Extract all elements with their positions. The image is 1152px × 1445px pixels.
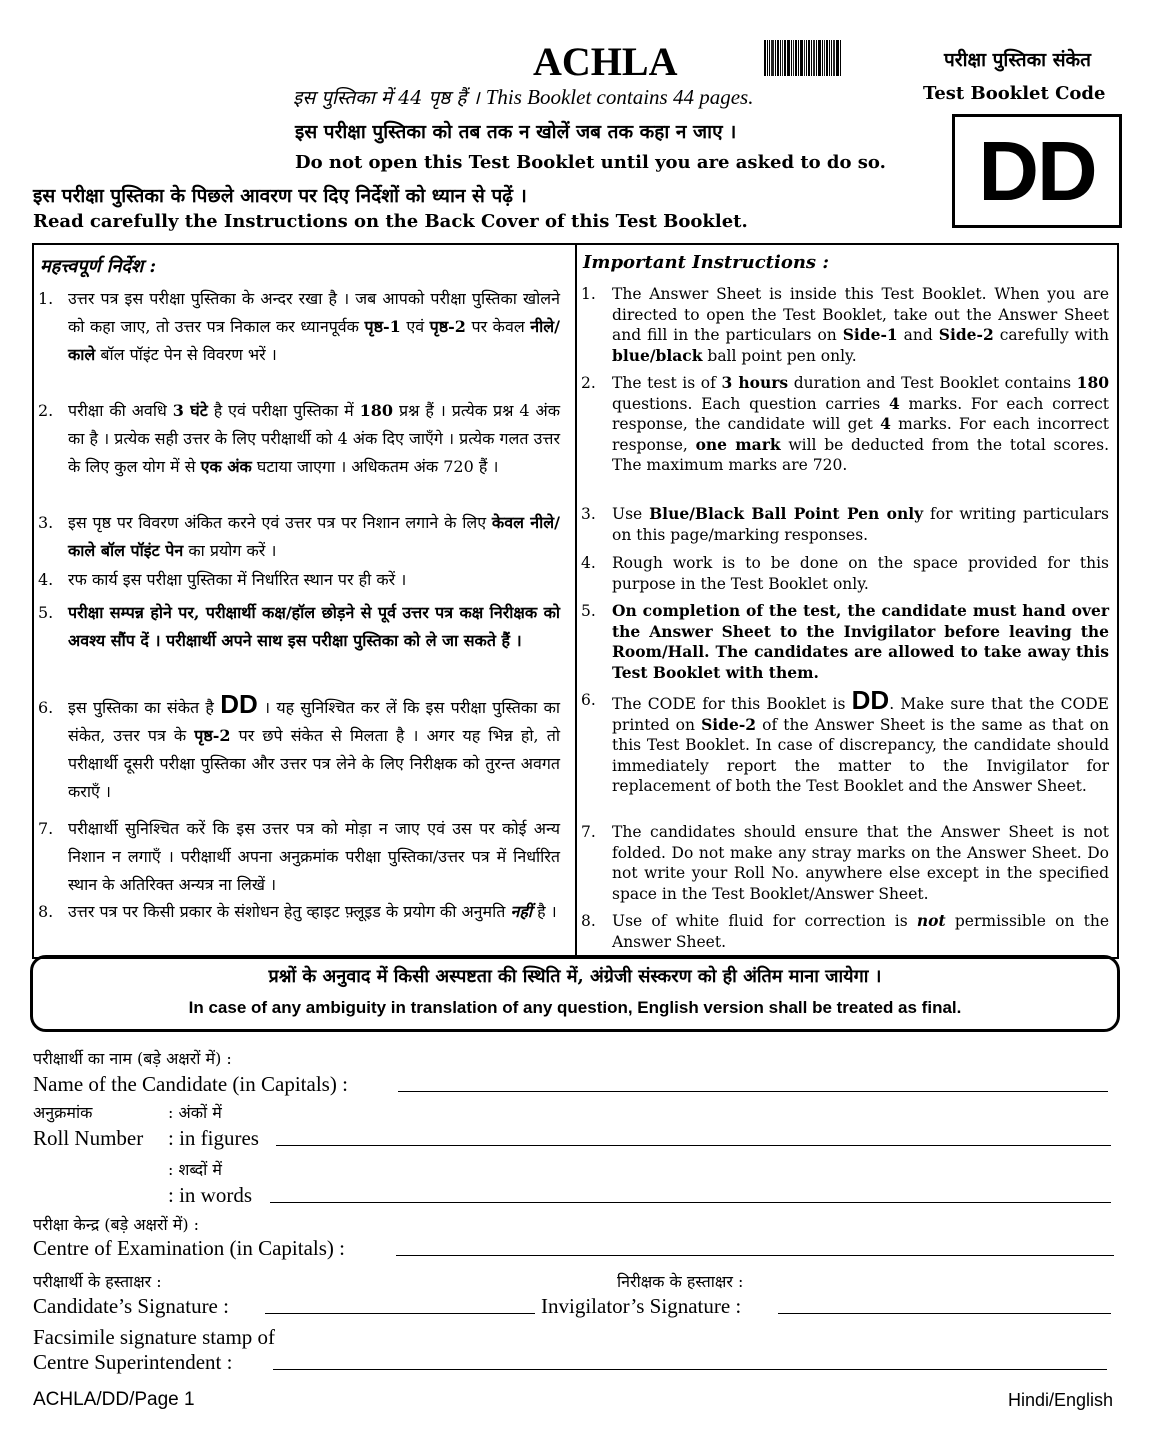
invigilator-signature-label-hi: निरीक्षक के हस्ताक्षर : (617, 1272, 744, 1291)
roll-words-label-hi: : शब्दों में (168, 1160, 222, 1179)
english-instructions-heading: Important Instructions : (583, 252, 829, 273)
barcode-bar (775, 40, 776, 76)
hindi-instruction-6: 6. इस पुस्तिका का संकेत है DD । यह सुनिश्चित कर लें कि इस परीक्षा पुस्तिका का संकेत, उत्तर पत्र के पृष्ठ-2 पर छपे संकेत से मिलता है । अगर यह भिन्न हो, तो परीक्षार्थी दूसरी परीक्षा पुस्तिका और उत्तर पत्र लेने के लिए निरीक्षक को तुरन्त अवगत कराएँ । (38, 689, 560, 801)
barcode-bar (798, 40, 799, 76)
hindi-instruction-3: 3. इस पृष्ठ पर विवरण अंकित करने एवं उत्तर पत्र पर निशान लगाने के लिए केवल नीले/काले बॉल पॉइंट पेन का प्रयोग करें । (38, 513, 560, 560)
barcode (764, 40, 862, 76)
page-count-hi: इस पुस्तिका में 44 पृष्ठ हैं । (293, 87, 480, 109)
hindi-instruction-1: 1. उत्तर पत्र इस परीक्षा पुस्तिका के अन्दर रखा है । जब आपको परीक्षा पुस्तिका खोलने को कहा जाए, तो उत्तर पत्र निकाल कर ध्यानपूर्वक पृष्ठ-1 एवं पृष्ठ-2 पर केवल नीले/काले बॉल पॉइंट पेन से विवरण भरें । (38, 289, 560, 364)
hindi-instructions-heading: महत्त्वपूर्ण निर्देश : (40, 256, 157, 277)
english-instruction-8: 8. Use of white fluid for correction is not permissible on the Answer Sheet. (581, 911, 1109, 951)
barcode-bar (840, 40, 841, 76)
barcode-bar (836, 40, 839, 76)
roll-number-label: Roll Number (33, 1126, 144, 1150)
english-instruction-3: 3. Use Blue/Black Ball Point Pen only for writing particulars on this page/marking responses. (581, 504, 1110, 544)
page-footer-code: ACHLA/DD/Page 1 (33, 1389, 195, 1410)
barcode-bar (833, 40, 835, 76)
roll-number-label-hi: अनुक्रमांक (33, 1103, 93, 1122)
read-instructions-warning-hi: इस परीक्षा पुस्तिका के पिछले आवरण पर दिए निर्देशों को ध्यान से पढ़ें । (33, 185, 527, 207)
booklet-code-inline: DD (851, 685, 890, 715)
barcode-bar (822, 40, 823, 76)
roll-figures-label-hi: : अंकों में (168, 1103, 222, 1122)
candidate-name-label: Name of the Candidate (in Capitals) : (33, 1072, 348, 1096)
do-not-open-warning-hi: इस परीक्षा पुस्तिका को तब तक न खोलें जब तक कहा न जाए । (295, 121, 737, 143)
booklet-code-box: DD (952, 114, 1122, 228)
barcode-bar (811, 40, 812, 76)
translation-notice-hi: प्रश्नों के अनुवाद में किसी अस्पष्टता की स्थिति में, अंग्रेजी संस्करण को ही अंतिम माना जायेगा । (268, 966, 882, 987)
barcode-bar (808, 40, 810, 76)
do-not-open-warning-en: Do not open this Test Booklet until you are asked to do so. (295, 152, 886, 173)
superintendent-signature-field[interactable] (273, 1369, 1107, 1370)
barcode-bar (813, 40, 815, 76)
candidate-signature-label-hi: परीक्षार्थी के हस्ताक्षर : (33, 1272, 162, 1291)
candidate-name-field[interactable] (398, 1091, 1108, 1092)
english-instruction-5: 5. On completion of the test, the candidate must hand over the Answer Sheet to the Invigilator before leaving the Room/Hall. The candidates are allowed to take away this Test Booklet with them. (581, 601, 1109, 682)
barcode-bar (771, 40, 774, 76)
barcode-bar (791, 40, 792, 76)
page-count-line (293, 84, 753, 110)
exam-centre-label: Centre of Examination (in Capitals) : (33, 1236, 346, 1260)
barcode-bar (782, 40, 783, 76)
candidate-name-label-hi: परीक्षार्थी का नाम (बड़े अक्षरों में) : (33, 1049, 232, 1068)
roll-number-figures-field[interactable] (276, 1145, 1111, 1146)
english-instruction-4: 4. Rough work is to be done on the space provided for this purpose in the Test Booklet only. (581, 554, 1109, 593)
exam-centre-label-hi: परीक्षा केन्द्र (बड़े अक्षरों में) : (33, 1215, 200, 1234)
english-instruction-2: 2. The test is of 3 hours duration and Test Booklet contains 180 questions. Each question carries 4 marks. For each correct response, the candidate will get 4 marks. For each incorrect response, one mark will be deducted from the total scores. The maximum marks are 720. (581, 373, 1110, 475)
booklet-code-label-hi: परीक्षा पुस्तिका संकेत (944, 49, 1091, 71)
superintendent-stamp-label-line1: Facsimile signature stamp of (33, 1325, 276, 1349)
barcode-bar (829, 40, 830, 76)
barcode-bar (806, 40, 807, 76)
superintendent-stamp-label-line2: Centre Superintendent : (33, 1350, 233, 1374)
candidate-signature-field[interactable] (265, 1313, 535, 1314)
barcode-bar (826, 40, 828, 76)
booklet-code-label-en: Test Booklet Code (923, 83, 1106, 104)
instructions-column-divider (575, 243, 577, 959)
barcode-bar (793, 40, 794, 76)
barcode-bar (804, 40, 805, 76)
page-footer-language: Hindi/English (1008, 1390, 1114, 1410)
barcode-bar (787, 40, 790, 76)
barcode-bar (795, 40, 797, 76)
barcode-bar (784, 40, 786, 76)
page-count-en: This Booklet contains 44 pages. (485, 85, 754, 109)
english-instruction-6: 6. The CODE for this Booklet is DD. Make sure that the CODE printed on Side-2 of the Answer Sheet is the same as that on this Test Booklet. In case of discrepancy, the candidate should immediately report the matter to the Invigilator for replacement of both the Test Booklet and the Answer Sheet. (581, 685, 1110, 796)
booklet-code-inline: DD (220, 689, 258, 719)
barcode-bar (769, 40, 770, 76)
barcode-bar (780, 40, 781, 76)
translation-notice-en: In case of any ambiguity in translation of any question, English version shall be treated as final. (188, 998, 962, 1017)
paper-code-title: ACHLA (533, 39, 678, 84)
hindi-instruction-8: 8. उत्तर पत्र पर किसी प्रकार के संशोधन हेतु व्हाइट फ़्लूइड के प्रयोग की अनुमति नहीं है । (38, 902, 557, 921)
exam-centre-field[interactable] (396, 1255, 1114, 1256)
roll-number-words-field[interactable] (270, 1202, 1111, 1203)
invigilator-signature-field[interactable] (778, 1313, 1111, 1314)
candidate-signature-label: Candidate’s Signature : (33, 1294, 229, 1318)
hindi-instruction-5: 5. परीक्षा सम्पन्न होने पर, परीक्षार्थी कक्ष/हॉल छोड़ने से पूर्व उत्तर पत्र कक्ष निरीक्षक को अवश्य सौंप दें । परीक्षार्थी अपने साथ इस परीक्षा पुस्तिका को ले जा सकते हैं । (38, 603, 560, 650)
barcode-bar (767, 40, 768, 76)
barcode-bar (831, 40, 832, 76)
hindi-instruction-7: 7. परीक्षार्थी सुनिश्चित करें कि इस उत्तर पत्र को मोड़ा न जाए एवं उस पर कोई अन्य निशान न लगाएँ । परीक्षार्थी अपना अनुक्रमांक परीक्षा पुस्तिका/उत्तर पत्र में निर्धारित स्थान के अतिरिक्त अन्यत्र ना लिखें । (38, 819, 560, 894)
hindi-instruction-4: 4. रफ कार्य इस परीक्षा पुस्तिका में निर्धारित स्थान पर ही करें । (38, 570, 407, 589)
barcode-bar (818, 40, 821, 76)
english-instruction-7: 7. The candidates should ensure that the Answer Sheet is not folded. Do not make any stray marks on the Answer Sheet. Do not write your Roll No. anywhere else except in the specified space in the Test Booklet/Answer Sheet. (581, 823, 1109, 903)
barcode-bar (816, 40, 817, 76)
invigilator-signature-label: Invigilator’s Signature : (541, 1294, 742, 1318)
barcode-bar (824, 40, 825, 76)
read-instructions-warning-en: Read carefully the Instructions on the Back Cover of this Test Booklet. (33, 211, 748, 232)
barcode-bar (777, 40, 779, 76)
roll-figures-label: : in figures (168, 1126, 259, 1150)
barcode-bar (800, 40, 803, 76)
hindi-instruction-2: 2. परीक्षा की अवधि 3 घंटे है एवं परीक्षा पुस्तिका में 180 प्रश्न हैं । प्रत्येक प्रश्न 4 अंक का है । प्रत्येक सही उत्तर के लिए परीक्षार्थी को 4 अंक दिए जाएँगे । प्रत्येक गलत उत्तर के लिए कुल योग में से एक अंक घटाया जाएगा । अधिकतम अंक 720 हैं । (38, 401, 560, 476)
translation-notice (30, 955, 1120, 1032)
english-instruction-1: 1. The Answer Sheet is inside this Test Booklet. When you are directed to open the Test Booklet, take out the Answer Sheet and fill in the particulars on Side-1 and Side-2 carefully with blue/black ball point pen only. (581, 285, 1109, 365)
barcode-bar (764, 40, 766, 76)
roll-words-label: : in words (168, 1183, 252, 1207)
